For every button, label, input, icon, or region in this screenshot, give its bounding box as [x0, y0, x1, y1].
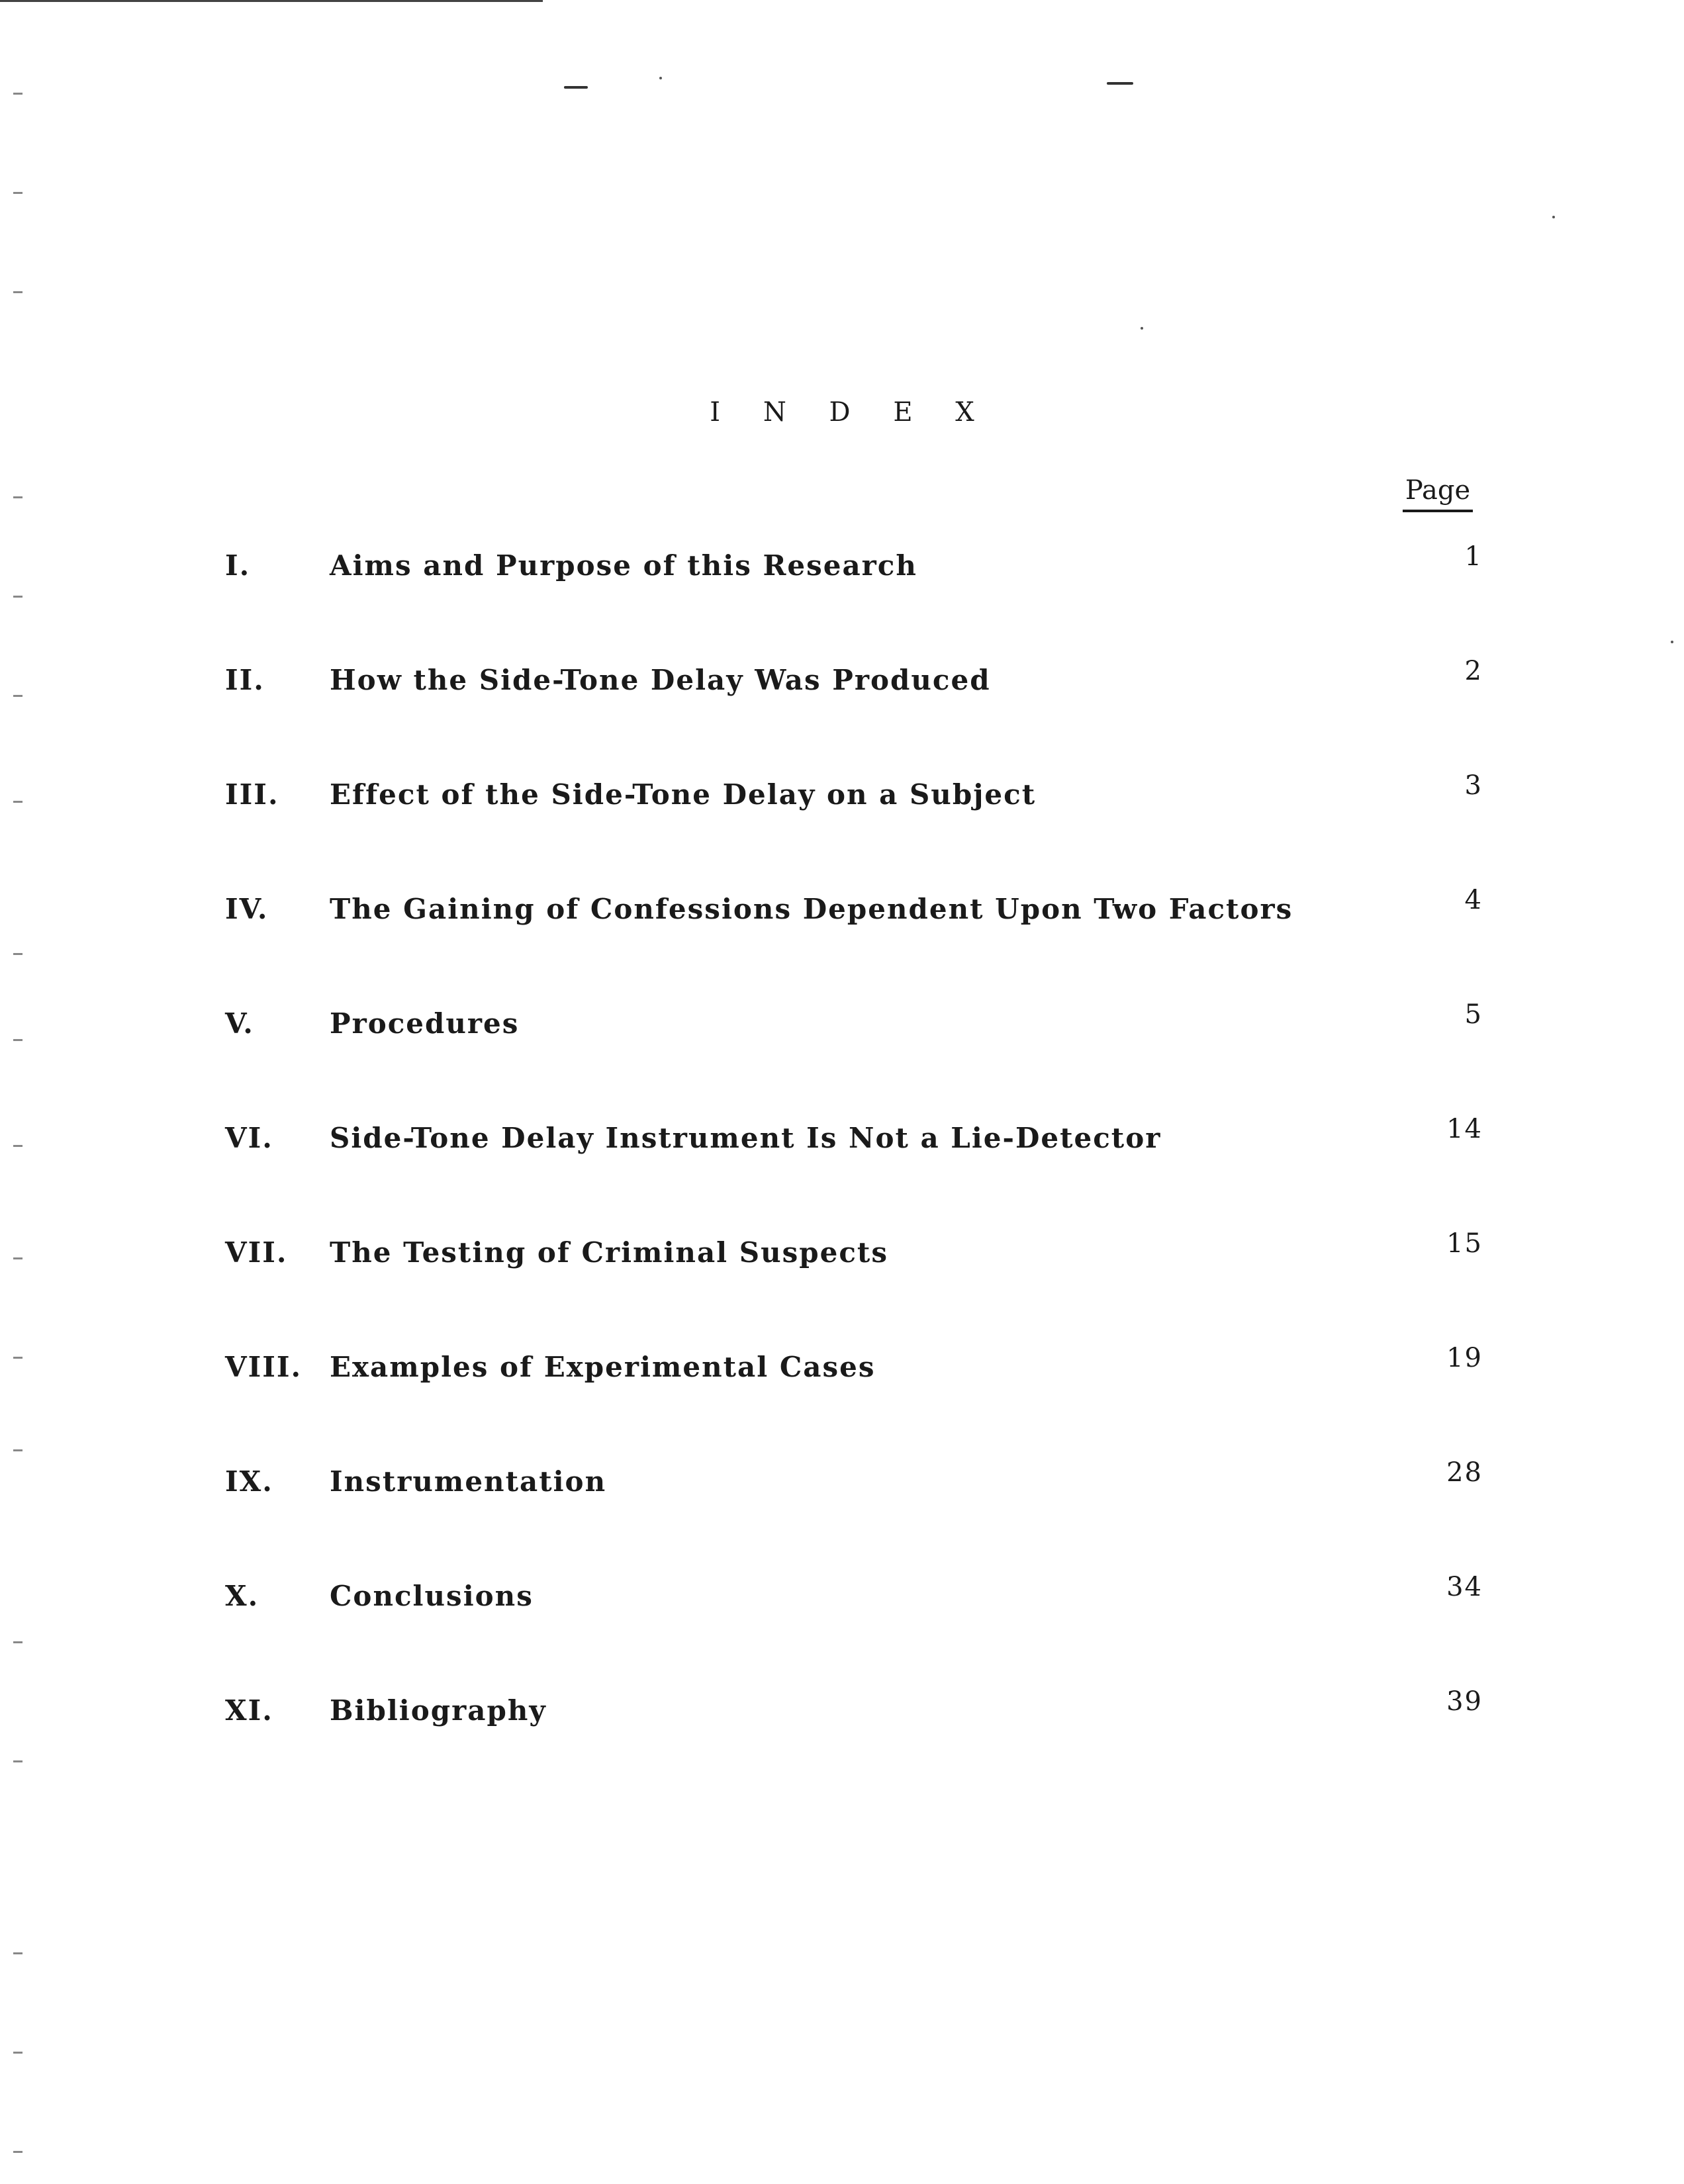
toc-entry	[225, 656, 1483, 778]
scan-speck	[1671, 641, 1673, 643]
entry-title: Side-Tone Delay Instrument Is Not a Lie-Detector	[330, 1122, 1162, 1154]
entry-title: Procedures	[330, 1007, 520, 1040]
entry-page: 39	[1446, 1686, 1483, 1717]
entry-title: Conclusions	[330, 1580, 534, 1612]
entry-title: Aims and Purpose of this Research	[330, 549, 917, 582]
entry-number: IV.	[225, 893, 269, 925]
entry-number: VIII.	[225, 1351, 303, 1383]
scan-speck	[1141, 327, 1143, 330]
toc-entry	[225, 770, 1483, 893]
entry-page: 2	[1464, 656, 1483, 686]
entry-page: 5	[1464, 999, 1483, 1030]
scan-smudge	[1107, 82, 1133, 85]
entry-page: 15	[1446, 1228, 1483, 1259]
toc-entry	[225, 1457, 1483, 1580]
entry-number: V.	[225, 1007, 254, 1040]
toc-entry	[225, 1343, 1483, 1465]
entry-title: How the Side-Tone Delay Was Produced	[330, 664, 991, 696]
top-edge-rule	[0, 0, 543, 2]
page-column-heading-text: Page	[1403, 475, 1473, 512]
scan-speck	[659, 77, 662, 79]
entry-page: 1	[1464, 541, 1483, 572]
entry-page: 14	[1446, 1114, 1483, 1144]
entry-title: Effect of the Side-Tone Delay on a Subject	[330, 778, 1037, 811]
entry-title: The Testing of Criminal Suspects	[330, 1236, 888, 1269]
entry-page: 3	[1464, 770, 1483, 801]
entry-number: IX.	[225, 1465, 273, 1498]
entry-title: Instrumentation	[330, 1465, 607, 1498]
table-of-contents	[225, 541, 1483, 1809]
toc-entry	[225, 1114, 1483, 1236]
entry-page: 19	[1446, 1343, 1483, 1373]
entry-number: III.	[225, 778, 279, 811]
entry-page: 4	[1464, 885, 1483, 915]
scan-smudge	[564, 86, 588, 89]
entry-number: XI.	[225, 1694, 273, 1727]
toc-entry	[225, 999, 1483, 1122]
entry-page: 28	[1446, 1457, 1483, 1488]
entry-title: Examples of Experimental Cases	[330, 1351, 876, 1383]
entry-number: II.	[225, 664, 265, 696]
toc-entry	[225, 541, 1483, 664]
entry-number: VI.	[225, 1122, 273, 1154]
entry-page: 34	[1446, 1572, 1483, 1602]
toc-entry	[225, 885, 1483, 1007]
entry-title: The Gaining of Confessions Dependent Upon Two Factors	[330, 893, 1293, 925]
entry-number: VII.	[225, 1236, 288, 1269]
toc-entry	[225, 1686, 1483, 1809]
index-title: I N D E X	[710, 397, 992, 428]
toc-entry	[225, 1572, 1483, 1694]
page-column-heading	[1391, 475, 1484, 512]
entry-title: Bibliography	[330, 1694, 547, 1727]
entry-number: X.	[225, 1580, 259, 1612]
toc-entry	[225, 1228, 1483, 1351]
scan-speck	[1552, 216, 1555, 218]
left-margin-marks	[13, 40, 40, 2158]
entry-number: I.	[225, 549, 251, 582]
